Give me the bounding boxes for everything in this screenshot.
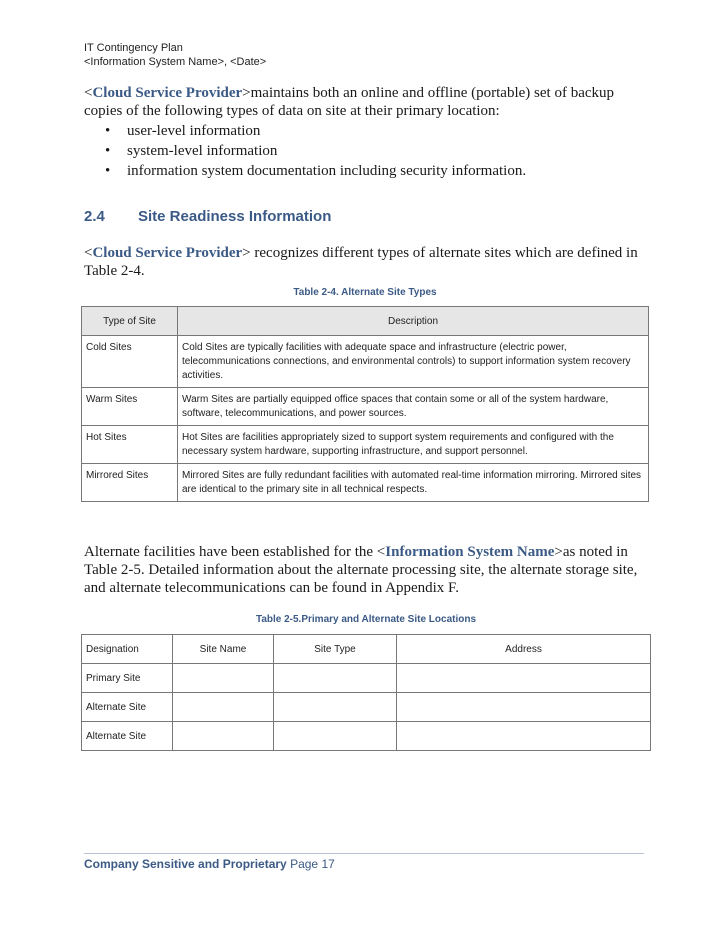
site-name-cell (173, 664, 274, 693)
description-cell: Mirrored Sites are fully redundant facilities with automated real-time information mirroring. Mirrored sites are identical to the primary site in all technical respects. (178, 464, 649, 502)
header-subtitle: <Information System Name>, <Date> (84, 56, 267, 68)
column-header: Site Name (173, 635, 274, 664)
system-name-placeholder: Information System Name (385, 544, 555, 560)
designation-cell: Primary Site (82, 664, 173, 693)
table-header-row (82, 307, 649, 336)
description-cell: Warm Sites are partially equipped office spaces that contain some or all of the system hardware, software, telecommunications, and power sources. (178, 388, 649, 426)
site-readiness-paragraph: <Cloud Service Provider> recognizes different types of alternate sites which are defined in Table 2-4. (84, 245, 638, 279)
column-header: Designation (82, 635, 173, 664)
cloud-provider-placeholder: Cloud Service Provider (92, 85, 243, 101)
site-type-cell: Warm Sites (82, 388, 178, 426)
description-cell: Hot Sites are facilities appropriately sized to support system requirements and configured with the necessary system hardware, supporting infrastructure, and support personnel. (178, 426, 649, 464)
section-heading (84, 208, 331, 225)
footer-divider (84, 853, 644, 854)
list-item: • user-level information (84, 122, 644, 142)
column-header: Site Type (274, 635, 397, 664)
data-types-list (84, 122, 644, 182)
page-footer (84, 857, 335, 871)
designation-cell: Alternate Site (82, 693, 173, 722)
table-row (82, 722, 651, 751)
designation-cell: Alternate Site (82, 722, 173, 751)
alternate-facilities-paragraph: Alternate facilities have been established for the <Information System Name>as noted in Table 2-5. Detailed information about the alternate processing site, the alternate storage site, and alternate telecommunications can be found in Appendix F. (84, 544, 638, 596)
column-header: Description (178, 307, 649, 336)
description-cell: Cold Sites are typically facilities with adequate space and infrastructure (electric power, telecommunications connections, and environmental controls) to support information system recovery activities. (178, 336, 649, 388)
table-row (82, 664, 651, 693)
address-cell (397, 664, 651, 693)
table-row (82, 388, 649, 426)
site-type-cell (274, 693, 397, 722)
table-row (82, 464, 649, 502)
table-row (82, 336, 649, 388)
table-row (82, 426, 649, 464)
cloud-provider-placeholder: Cloud Service Provider (92, 245, 243, 261)
site-type-cell (274, 664, 397, 693)
address-cell (397, 693, 651, 722)
footer-page-prefix: Page (290, 857, 319, 871)
site-name-cell (173, 693, 274, 722)
section-number: 2.4 (84, 208, 105, 225)
header-title: IT Contingency Plan (84, 42, 183, 54)
site-type-cell: Cold Sites (82, 336, 178, 388)
page-number: 17 (321, 857, 335, 871)
list-item: • system-level information (84, 142, 644, 162)
column-header: Type of Site (82, 307, 178, 336)
site-name-cell (173, 722, 274, 751)
site-type-cell (274, 722, 397, 751)
table-header-row (82, 635, 651, 664)
column-header: Address (397, 635, 651, 664)
section-title: Site Readiness Information (138, 208, 332, 225)
intro-paragraph: <Cloud Service Provider>maintains both an online and offline (portable) set of backup copies of the following types of data on site at their primary location: (84, 85, 615, 119)
list-item: • information system documentation including security information. (84, 162, 644, 182)
table1-caption: Table 2-4. Alternate Site Types (293, 287, 437, 298)
site-type-cell: Mirrored Sites (82, 464, 178, 502)
site-type-cell: Hot Sites (82, 426, 178, 464)
site-locations-table (81, 634, 651, 751)
address-cell (397, 722, 651, 751)
footer-label: Company Sensitive and Proprietary (84, 857, 287, 871)
table2-caption: Table 2-5.Primary and Alternate Site Locations (255, 614, 477, 625)
alternate-site-types-table (81, 306, 649, 502)
table-row (82, 693, 651, 722)
running-header (84, 41, 266, 69)
